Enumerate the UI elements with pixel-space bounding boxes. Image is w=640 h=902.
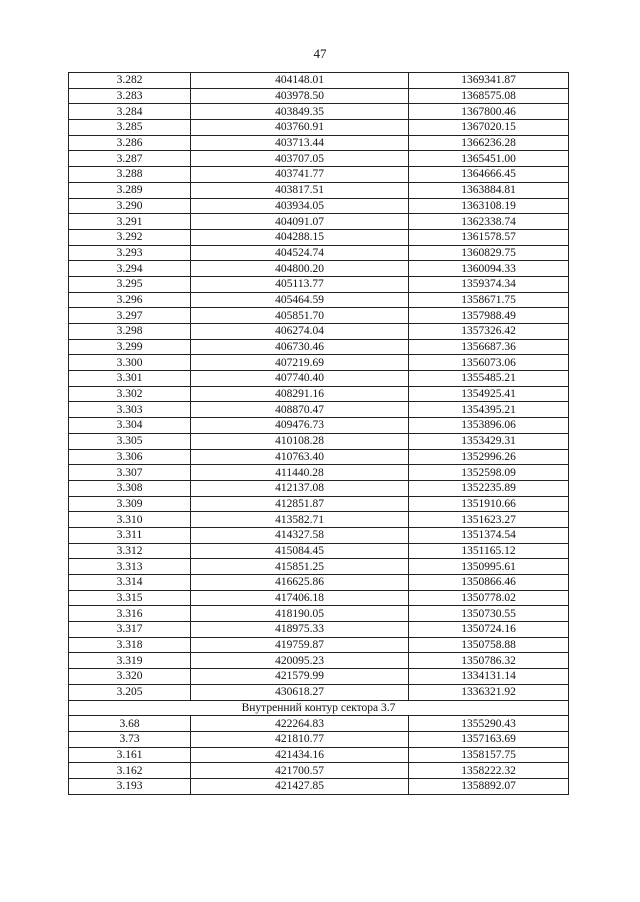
table-row: [69, 480, 569, 496]
table-row: [69, 120, 569, 136]
x-coordinate-cell: 403849.35: [191, 104, 409, 120]
x-coordinate-cell: 415084.45: [191, 543, 409, 559]
x-coordinate-cell: 403934.05: [191, 198, 409, 214]
point-number-cell: 3.315: [69, 590, 191, 606]
x-coordinate-cell: 410108.28: [191, 433, 409, 449]
y-coordinate-cell: 1355290.43: [409, 716, 569, 732]
x-coordinate-cell: 412137.08: [191, 480, 409, 496]
y-coordinate-cell: 1359374.34: [409, 276, 569, 292]
y-coordinate-cell: 1350758.88: [409, 637, 569, 653]
x-coordinate-cell: 408291.16: [191, 386, 409, 402]
x-coordinate-cell: 403760.91: [191, 120, 409, 136]
table-row: [69, 747, 569, 763]
y-coordinate-cell: 1357326.42: [409, 324, 569, 340]
y-coordinate-cell: 1352598.09: [409, 465, 569, 481]
y-coordinate-cell: 1350786.32: [409, 653, 569, 669]
y-coordinate-cell: 1353896.06: [409, 418, 569, 434]
table-row: [69, 229, 569, 245]
table-row: [69, 637, 569, 653]
y-coordinate-cell: 1358157.75: [409, 747, 569, 763]
x-coordinate-cell: 412851.87: [191, 496, 409, 512]
point-number-cell: 3.296: [69, 292, 191, 308]
point-number-cell: 3.292: [69, 229, 191, 245]
table-row: [69, 386, 569, 402]
x-coordinate-cell: 418190.05: [191, 606, 409, 622]
point-number-cell: 3.290: [69, 198, 191, 214]
y-coordinate-cell: 1362338.74: [409, 214, 569, 230]
point-number-cell: 3.299: [69, 339, 191, 355]
table-row: [69, 527, 569, 543]
x-coordinate-cell: 419759.87: [191, 637, 409, 653]
y-coordinate-cell: 1354395.21: [409, 402, 569, 418]
y-coordinate-cell: 1352235.89: [409, 480, 569, 496]
point-number-cell: 3.297: [69, 308, 191, 324]
x-coordinate-cell: 415851.25: [191, 559, 409, 575]
table-row: [69, 606, 569, 622]
table-row: [69, 135, 569, 151]
table-row: [69, 778, 569, 794]
point-number-cell: 3.320: [69, 669, 191, 685]
x-coordinate-cell: 421700.57: [191, 763, 409, 779]
point-number-cell: 3.305: [69, 433, 191, 449]
table-row: [69, 496, 569, 512]
y-coordinate-cell: 1368575.08: [409, 88, 569, 104]
x-coordinate-cell: 422264.83: [191, 716, 409, 732]
y-coordinate-cell: 1351165.12: [409, 543, 569, 559]
y-coordinate-cell: 1367020.15: [409, 120, 569, 136]
y-coordinate-cell: 1369341.87: [409, 73, 569, 89]
y-coordinate-cell: 1354925.41: [409, 386, 569, 402]
y-coordinate-cell: 1358222.32: [409, 763, 569, 779]
x-coordinate-cell: 404800.20: [191, 261, 409, 277]
x-coordinate-cell: 408870.47: [191, 402, 409, 418]
table-row: [69, 292, 569, 308]
table-row: [69, 355, 569, 371]
y-coordinate-cell: 1355485.21: [409, 371, 569, 387]
y-coordinate-cell: 1367800.46: [409, 104, 569, 120]
point-number-cell: 3.301: [69, 371, 191, 387]
point-number-cell: 3.309: [69, 496, 191, 512]
point-number-cell: 3.161: [69, 747, 191, 763]
table-row: [69, 182, 569, 198]
x-coordinate-cell: 404524.74: [191, 245, 409, 261]
point-number-cell: 3.307: [69, 465, 191, 481]
point-number-cell: 3.291: [69, 214, 191, 230]
x-coordinate-cell: 407219.69: [191, 355, 409, 371]
point-number-cell: 3.283: [69, 88, 191, 104]
point-number-cell: 3.303: [69, 402, 191, 418]
point-number-cell: 3.284: [69, 104, 191, 120]
point-number-cell: 3.318: [69, 637, 191, 653]
y-coordinate-cell: 1356687.36: [409, 339, 569, 355]
y-coordinate-cell: 1352996.26: [409, 449, 569, 465]
x-coordinate-cell: 418975.33: [191, 622, 409, 638]
point-number-cell: 3.193: [69, 778, 191, 794]
point-number-cell: 3.293: [69, 245, 191, 261]
point-number-cell: 3.294: [69, 261, 191, 277]
x-coordinate-cell: 406730.46: [191, 339, 409, 355]
table-row: [69, 543, 569, 559]
y-coordinate-cell: 1360094.33: [409, 261, 569, 277]
x-coordinate-cell: 414327.58: [191, 527, 409, 543]
table-row: [69, 339, 569, 355]
x-coordinate-cell: 407740.40: [191, 371, 409, 387]
x-coordinate-cell: 405464.59: [191, 292, 409, 308]
table-row: [69, 559, 569, 575]
table-row: [69, 575, 569, 591]
point-number-cell: 3.287: [69, 151, 191, 167]
x-coordinate-cell: 406274.04: [191, 324, 409, 340]
coordinates-table-body: [69, 73, 569, 795]
table-row: [69, 151, 569, 167]
x-coordinate-cell: 421434.16: [191, 747, 409, 763]
x-coordinate-cell: 410763.40: [191, 449, 409, 465]
point-number-cell: 3.205: [69, 684, 191, 700]
table-row: [69, 276, 569, 292]
table-row: [69, 684, 569, 700]
y-coordinate-cell: 1350730.55: [409, 606, 569, 622]
x-coordinate-cell: 421427.85: [191, 778, 409, 794]
point-number-cell: 3.312: [69, 543, 191, 559]
table-row: [69, 622, 569, 638]
x-coordinate-cell: 403978.50: [191, 88, 409, 104]
table-row: [69, 669, 569, 685]
point-number-cell: 3.162: [69, 763, 191, 779]
table-row: [69, 104, 569, 120]
point-number-cell: 3.68: [69, 716, 191, 732]
table-row: [69, 590, 569, 606]
x-coordinate-cell: 421810.77: [191, 731, 409, 747]
y-coordinate-cell: 1358671.75: [409, 292, 569, 308]
y-coordinate-cell: 1363108.19: [409, 198, 569, 214]
page-number: 47: [313, 46, 327, 61]
point-number-cell: 3.289: [69, 182, 191, 198]
x-coordinate-cell: 404148.01: [191, 73, 409, 89]
point-number-cell: 3.286: [69, 135, 191, 151]
point-number-cell: 3.73: [69, 731, 191, 747]
y-coordinate-cell: 1353429.31: [409, 433, 569, 449]
point-number-cell: 3.306: [69, 449, 191, 465]
x-coordinate-cell: 420095.23: [191, 653, 409, 669]
point-number-cell: 3.282: [69, 73, 191, 89]
y-coordinate-cell: 1334131.14: [409, 669, 569, 685]
table-row: [69, 716, 569, 732]
y-coordinate-cell: 1351623.27: [409, 512, 569, 528]
x-coordinate-cell: 403707.05: [191, 151, 409, 167]
y-coordinate-cell: 1351910.66: [409, 496, 569, 512]
y-coordinate-cell: 1361578.57: [409, 229, 569, 245]
point-number-cell: 3.302: [69, 386, 191, 402]
table-row: [69, 198, 569, 214]
point-number-cell: 3.314: [69, 575, 191, 591]
point-number-cell: 3.310: [69, 512, 191, 528]
x-coordinate-cell: 409476.73: [191, 418, 409, 434]
table-row: [69, 73, 569, 89]
y-coordinate-cell: 1356073.06: [409, 355, 569, 371]
table-row: [69, 261, 569, 277]
x-coordinate-cell: 413582.71: [191, 512, 409, 528]
point-number-cell: 3.288: [69, 167, 191, 183]
point-number-cell: 3.317: [69, 622, 191, 638]
section-caption-row: [69, 700, 569, 716]
table-row: [69, 465, 569, 481]
x-coordinate-cell: 416625.86: [191, 575, 409, 591]
table-row: [69, 731, 569, 747]
y-coordinate-cell: 1360829.75: [409, 245, 569, 261]
point-number-cell: 3.298: [69, 324, 191, 340]
point-number-cell: 3.300: [69, 355, 191, 371]
x-coordinate-cell: 417406.18: [191, 590, 409, 606]
x-coordinate-cell: 403817.51: [191, 182, 409, 198]
x-coordinate-cell: 403713.44: [191, 135, 409, 151]
table-row: [69, 245, 569, 261]
y-coordinate-cell: 1363884.81: [409, 182, 569, 198]
y-coordinate-cell: 1350866.46: [409, 575, 569, 591]
y-coordinate-cell: 1357988.49: [409, 308, 569, 324]
point-number-cell: 3.313: [69, 559, 191, 575]
table-row: [69, 418, 569, 434]
point-number-cell: 3.285: [69, 120, 191, 136]
table-row: [69, 371, 569, 387]
table-row: [69, 88, 569, 104]
table-row: [69, 653, 569, 669]
y-coordinate-cell: 1350778.02: [409, 590, 569, 606]
x-coordinate-cell: 405851.70: [191, 308, 409, 324]
x-coordinate-cell: 404288.15: [191, 229, 409, 245]
x-coordinate-cell: 404091.07: [191, 214, 409, 230]
y-coordinate-cell: 1350724.16: [409, 622, 569, 638]
table-row: [69, 324, 569, 340]
table-row: [69, 763, 569, 779]
x-coordinate-cell: 405113.77: [191, 276, 409, 292]
y-coordinate-cell: 1365451.00: [409, 151, 569, 167]
table-row: [69, 214, 569, 230]
table-row: [69, 512, 569, 528]
section-caption: Внутренний контур сектора 3.7: [69, 700, 569, 716]
y-coordinate-cell: 1358892.07: [409, 778, 569, 794]
point-number-cell: 3.316: [69, 606, 191, 622]
y-coordinate-cell: 1351374.54: [409, 527, 569, 543]
table-row: [69, 167, 569, 183]
point-number-cell: 3.304: [69, 418, 191, 434]
y-coordinate-cell: 1364666.45: [409, 167, 569, 183]
x-coordinate-cell: 430618.27: [191, 684, 409, 700]
table-row: [69, 402, 569, 418]
table-row: [69, 308, 569, 324]
point-number-cell: 3.319: [69, 653, 191, 669]
y-coordinate-cell: 1336321.92: [409, 684, 569, 700]
y-coordinate-cell: 1350995.61: [409, 559, 569, 575]
point-number-cell: 3.308: [69, 480, 191, 496]
coordinates-table: [68, 72, 569, 795]
table-row: [69, 449, 569, 465]
x-coordinate-cell: 411440.28: [191, 465, 409, 481]
point-number-cell: 3.295: [69, 276, 191, 292]
x-coordinate-cell: 421579.99: [191, 669, 409, 685]
table-row: [69, 433, 569, 449]
point-number-cell: 3.311: [69, 527, 191, 543]
y-coordinate-cell: 1357163.69: [409, 731, 569, 747]
x-coordinate-cell: 403741.77: [191, 167, 409, 183]
y-coordinate-cell: 1366236.28: [409, 135, 569, 151]
